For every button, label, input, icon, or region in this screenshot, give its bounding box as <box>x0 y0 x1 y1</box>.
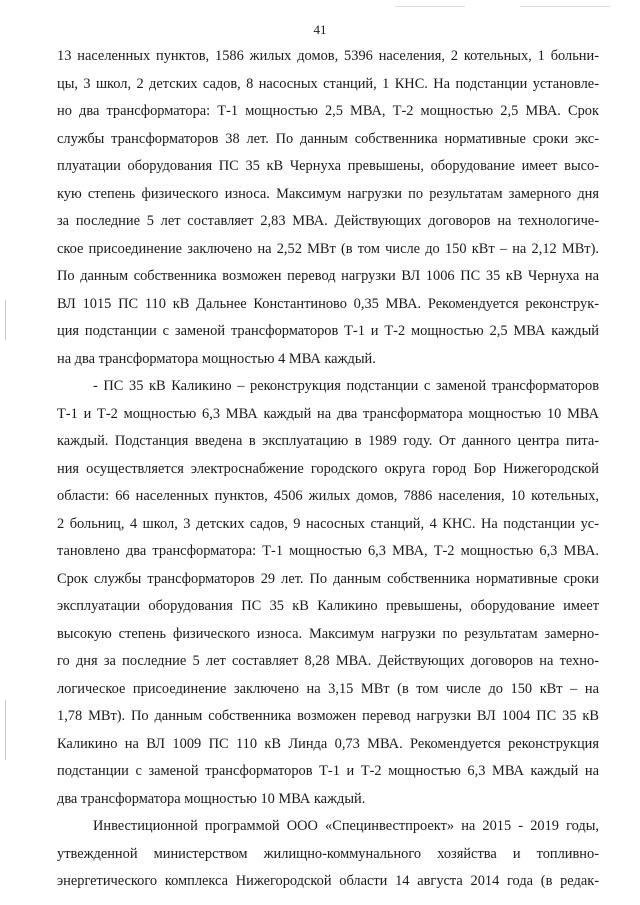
text-line: но два трансформатора: Т-1 мощностью 2,5 МВА, Т-2 мощностью 2,5 МВА. Срок <box>57 103 599 119</box>
text-line: логическое присоединение заключено на 3,15 МВт (в том числе до 150 кВт – на <box>57 680 599 697</box>
text-line: - ПС 35 кВ Каликино – реконструкция подстанции с заменой трансформаторов <box>93 378 599 394</box>
text-line: каждый. Подстанция введена в эксплуатацию в 1989 году. От данного центра пита- <box>57 433 599 449</box>
text-line: два трансформатора мощностью 10 МВА каждый. <box>57 790 366 807</box>
text-line: эксплуатации оборудования ПС 35 кВ Каликино превышены, оборудование имеет <box>57 598 599 614</box>
text-line: плуатации оборудования ПС 35 кВ Чернуха превышены, оборудование имеет высо- <box>57 158 599 174</box>
text-line: на два трансформатора мощностью 4 МВА каждый. <box>57 350 376 367</box>
scan-artifact-margin <box>5 700 6 760</box>
text-line: ское присоединение заключено на 2,52 МВт (в том числе до 150 кВт – на 2,12 МВт). <box>57 240 599 257</box>
text-line: 1,78 МВт). По данным собственника возможен перевод нагрузки ВЛ 1004 ПС 35 кВ <box>57 708 599 724</box>
text-line: цы, 3 школ, 2 детских садов, 8 насосных станций, 1 КНС. На подстанции установле- <box>57 75 599 92</box>
text-line: энергетического комплекса Нижегородской области 14 августа 2014 года (в редак- <box>57 873 599 889</box>
scan-artifact-top <box>395 6 465 7</box>
page-number: 41 <box>313 22 327 37</box>
text-line: утвежденной министерством жилищно-коммунального хозяйства и топливно- <box>57 845 599 862</box>
text-line: подстанции с заменой трансформаторов Т-1 и Т-2 мощностью 6,3 МВА каждый на <box>57 763 599 779</box>
text-line: за последние 5 лет составляет 2,83 МВА. Действующих договоров на технологиче- <box>57 213 599 229</box>
text-line: кую степень физического износа. Максимум нагрузки по результатам замерного дня <box>57 185 599 202</box>
document-body <box>57 43 599 896</box>
text-line: ция подстанции с заменой трансформаторов Т-1 и Т-2 мощностью 2,5 МВА каждый <box>57 323 599 339</box>
text-line: Инвестиционной программой ООО «Специнвестпроект» на 2015 - 2019 годы, <box>93 818 599 834</box>
text-line: Каликино на ВЛ 1009 ПС 110 кВ Линда 0,73 МВА. Рекомендуется реконструкция <box>57 735 599 752</box>
text-line: тановлено два трансформатора: Т-1 мощностью 6,3 МВА, Т-2 мощностью 6,3 МВА. <box>57 543 599 559</box>
text-line: ВЛ 1015 ПС 110 кВ Дальнее Константиново 0,35 МВА. Рекомендуется реконструк- <box>57 295 599 312</box>
text-line: ния осуществляется электроснабжение городского округа город Бор Нижегородской <box>57 460 599 477</box>
text-line: По данным собственника возможен перевод нагрузки ВЛ 1006 ПС 35 кВ Чернуха на <box>57 268 599 284</box>
text-line: Срок службы трансформаторов 29 лет. По данным собственника нормативные сроки <box>57 570 599 587</box>
scan-artifact-margin <box>5 300 6 340</box>
text-line: 2 больниц, 4 школ, 3 детских садов, 9 насосных станций, 4 КНС. На подстанции ус- <box>57 515 599 532</box>
text-line: службы трансформаторов 38 лет. По данным собственника нормативные сроки экс- <box>57 130 599 147</box>
text-line: области: 66 населенных пунктов, 4506 жилых домов, 7886 населения, 10 котельных, <box>57 488 599 504</box>
text-line: высокую степень физического износа. Максимум нагрузки по результатам замерно- <box>57 625 599 642</box>
text-line: Т-1 и Т-2 мощностью 6,3 МВА каждый на два трансформатора мощностью 10 МВА <box>57 405 599 422</box>
text-line: 13 населенных пунктов, 1586 жилых домов, 5396 населения, 2 котельных, 1 больни- <box>57 48 599 64</box>
text-line: го дня за последние 5 лет составляет 8,28 МВА. Действующих договоров на техно- <box>57 653 599 669</box>
scan-artifact-top <box>520 6 610 7</box>
